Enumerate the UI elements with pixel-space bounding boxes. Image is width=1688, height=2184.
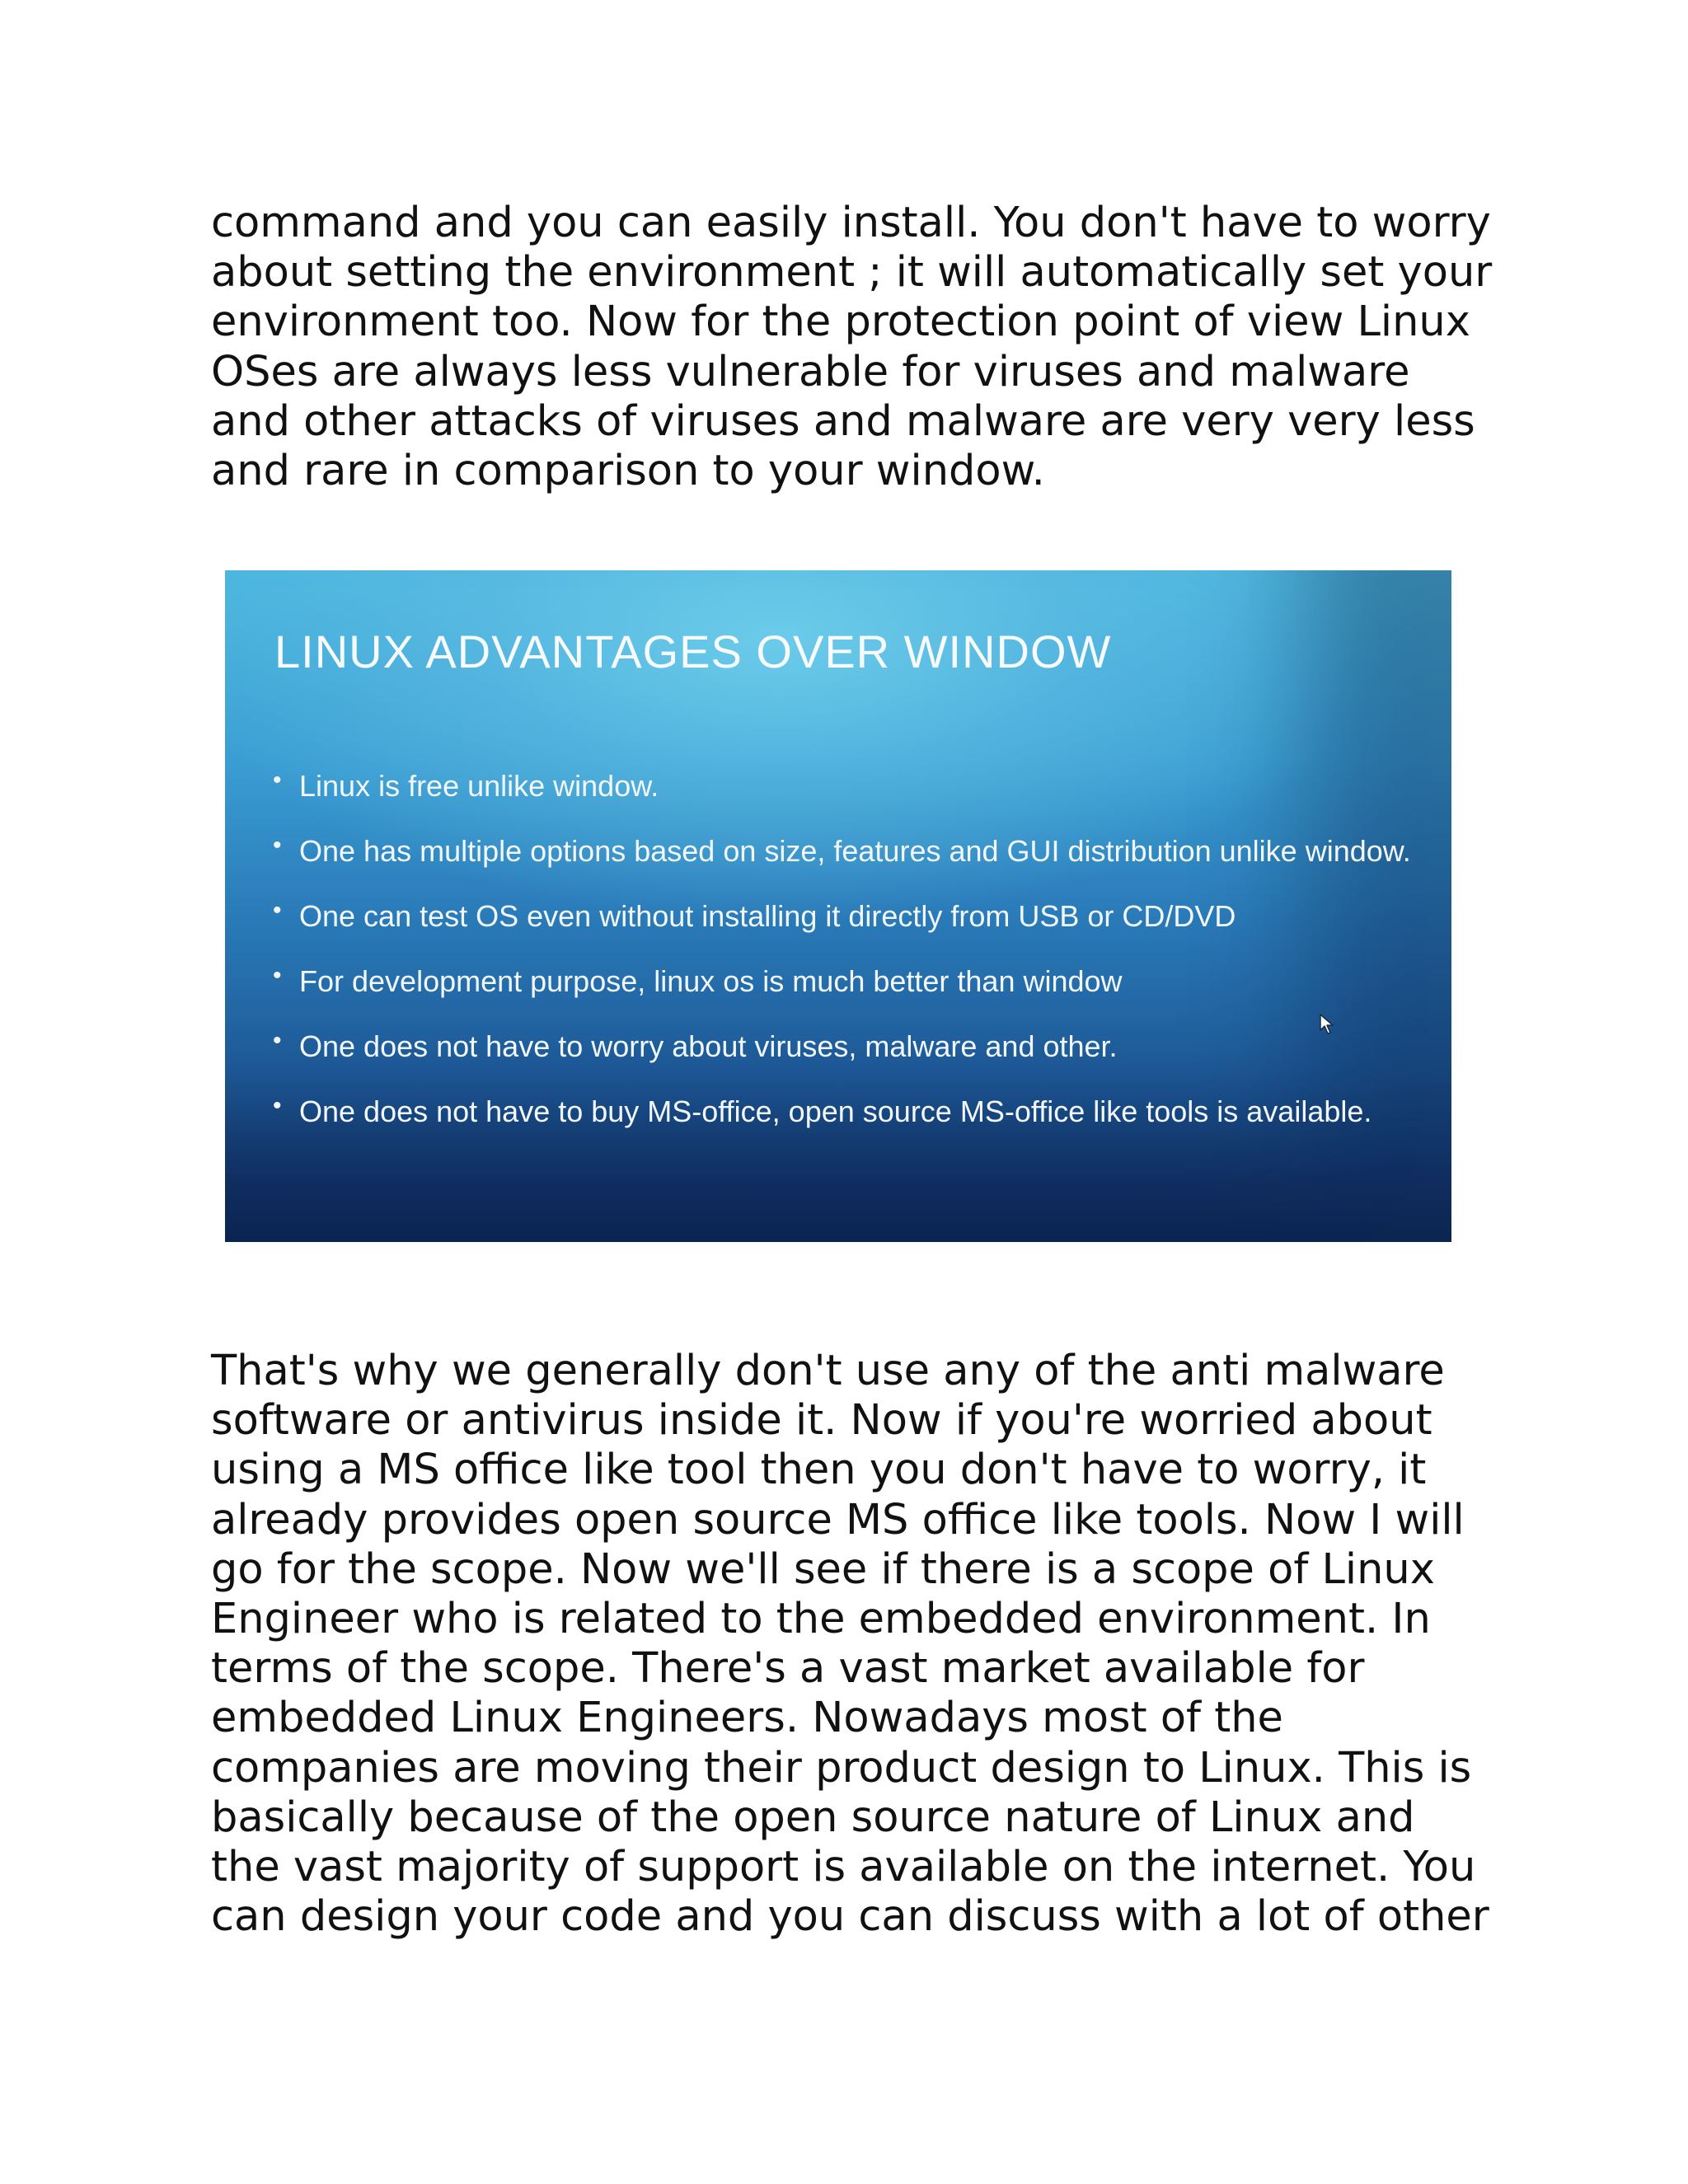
bullet-dot-icon: • <box>273 897 282 924</box>
slide-bullet-text: Linux is free unlike window. <box>299 769 659 803</box>
slide-image <box>225 570 1451 1242</box>
mouse-pointer-icon <box>1320 1014 1334 1035</box>
slide-bullet <box>273 1022 1435 1071</box>
bullet-dot-icon: • <box>273 962 282 989</box>
slide-bullet <box>273 827 1435 876</box>
slide-bullet-text: One does not have to buy MS-office, open source MS-office like tools is available. <box>299 1094 1372 1128</box>
slide-bullet-text: One can test OS even without installing it directly from USB or CD/DVD <box>299 899 1236 933</box>
slide-bullet-text: For development purpose, linux os is much better than window <box>299 964 1123 998</box>
bullet-dot-icon: • <box>273 1027 282 1054</box>
slide-bullet <box>273 762 1435 811</box>
slide-title: LINUX ADVANTAGES OVER WINDOW <box>274 626 1112 677</box>
slide-bullet-text: One does not have to worry about viruses, malware and other. <box>299 1029 1118 1063</box>
slide-bullet-text: One has multiple options based on size, features and GUI distribution unlike window. <box>299 834 1411 868</box>
slide-bullet-list <box>273 762 1435 1152</box>
paragraph-bottom: That's why we generally don't use any of the anti malware software or antivirus inside it. Now if you're worried about using a MS office like tool then you don't have to worry, it already provides open source MS office like tools. Now I will go for the scope. Now we'll see if there is a scope of Linux Engineer who is related to the embedded environment. In terms of the scope. There's a vast market available for embedded Linux Engineers. Nowadays most of the companies are moving their product design to Linux. This is basically because of the open source nature of Linux and the vast majority of support is available on the internet. You can design your code and you can discuss with a lot of other <box>211 1347 1489 1942</box>
bullet-dot-icon: • <box>273 1092 282 1119</box>
slide-bullet <box>273 957 1435 1006</box>
bullet-dot-icon: • <box>273 766 282 794</box>
slide-bullet <box>273 892 1435 941</box>
bullet-dot-icon: • <box>273 832 282 859</box>
paragraph-top: command and you can easily install. You don't have to worry about setting the environment ; it will automatically set your environment too. Now for the protection point of view Linux OSes are always less vulnerable for viruses and malware and other attacks of viruses and malware are very very less and rare in comparison to your window. <box>211 199 1493 496</box>
slide-bullet <box>273 1087 1435 1137</box>
